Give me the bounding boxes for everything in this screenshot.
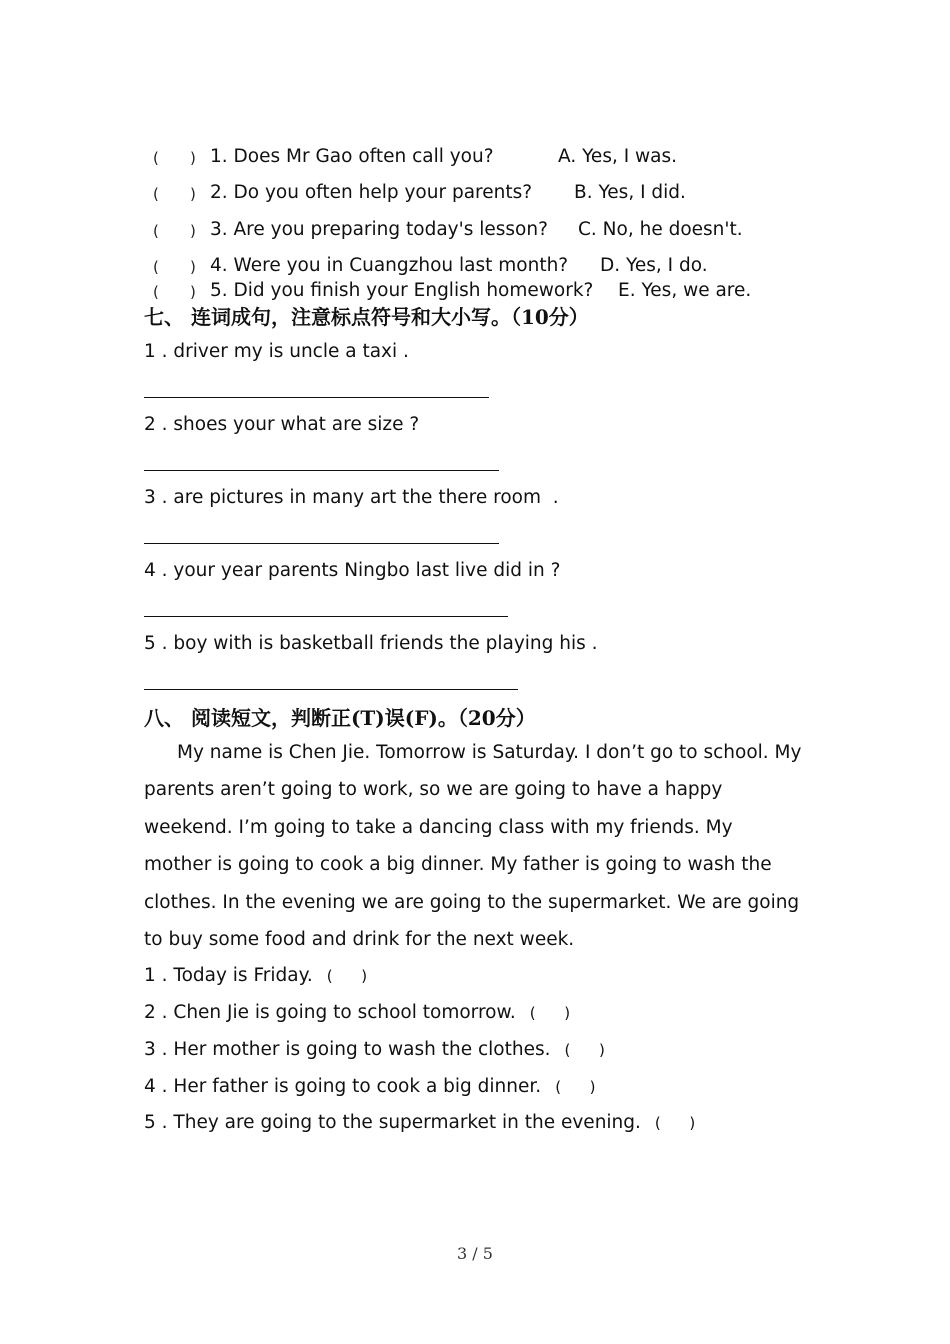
tf-question: [144, 1038, 605, 1062]
answer-blank-line[interactable]: [144, 470, 499, 471]
sentence-item: 3 . are pictures in many art the there room .: [144, 487, 559, 508]
matching-answer: C. No, he doesn't.: [578, 219, 743, 240]
tf-question-text: 3 . Her mother is going to wash the clothes.: [144, 1039, 551, 1060]
answer-paren-close: ): [190, 258, 196, 276]
tf-question-text: 5 . They are going to the supermarket in the evening.: [144, 1112, 641, 1133]
matching-question: 5. Did you finish your English homework?: [210, 280, 594, 301]
tf-question: [144, 1001, 570, 1025]
sentence-item: 4 . your year parents Ningbo last live did in ?: [144, 560, 561, 581]
sentence-item: 5 . boy with is basketball friends the playing his .: [144, 633, 598, 654]
matching-question: 3. Are you preparing today's lesson?: [210, 219, 548, 240]
tf-answer-paren[interactable]: ( ): [529, 1004, 571, 1022]
tf-answer-paren[interactable]: ( ): [555, 1078, 596, 1096]
answer-blank-line[interactable]: [144, 397, 489, 398]
matching-question: 2. Do you often help your parents?: [210, 182, 533, 203]
tf-answer-paren[interactable]: ( ): [326, 967, 368, 985]
matching-answer: E. Yes, we are.: [618, 280, 752, 301]
answer-blank-line[interactable]: [144, 689, 518, 690]
section-7-heading: 七、 连词成句，注意标点符号和大小写。（10分）: [144, 305, 589, 329]
answer-paren-open: (: [153, 185, 159, 203]
tf-question-text: 1 . Today is Friday.: [144, 965, 313, 986]
matching-question: 4. Were you in Cuangzhou last month?: [210, 255, 569, 276]
sentence-item: 2 . shoes your what are size ?: [144, 414, 420, 435]
matching-answer: A. Yes, I was.: [558, 146, 678, 167]
answer-paren-open: (: [153, 149, 159, 167]
tf-question-text: 2 . Chen Jie is going to school tomorrow.: [144, 1002, 516, 1023]
answer-paren-open: (: [153, 258, 159, 276]
matching-answer: B. Yes, I did.: [574, 182, 686, 203]
answer-paren-open: (: [153, 283, 159, 301]
sentence-item: 1 . driver my is uncle a taxi .: [144, 341, 409, 362]
answer-paren-close: ): [190, 185, 196, 203]
answer-blank-line[interactable]: [144, 543, 499, 544]
page-number: 3 / 5: [457, 1244, 493, 1263]
tf-answer-paren[interactable]: ( ): [564, 1041, 605, 1059]
tf-answer-paren[interactable]: ( ): [654, 1114, 696, 1132]
tf-question-text: 4 . Her father is going to cook a big dinner.: [144, 1076, 542, 1097]
answer-paren-open: (: [153, 222, 159, 240]
section-8-heading: 八、 阅读短文，判断正(T)误(F)。（20分）: [144, 706, 536, 730]
tf-question: [144, 1111, 695, 1135]
matching-answer: D. Yes, I do.: [600, 255, 708, 276]
matching-question: 1. Does Mr Gao often call you?: [210, 146, 494, 167]
answer-paren-close: ): [190, 283, 196, 301]
answer-paren-close: ): [190, 222, 196, 240]
tf-question: [144, 1075, 596, 1099]
answer-blank-line[interactable]: [144, 616, 508, 617]
reading-passage: My name is Chen Jie. Tomorrow is Saturday. I don’t go to school. My parents aren’t going to work, so we are going to have a happy weekend. I’m going to take a dancing class with my friends. My mother is going to cook a big dinner. My father is going to wash the clothes. In the evening we are going to the supermarket. We are going to buy some food and drink for the next week.: [144, 742, 802, 951]
tf-question: [144, 964, 367, 988]
answer-paren-close: ): [190, 149, 196, 167]
